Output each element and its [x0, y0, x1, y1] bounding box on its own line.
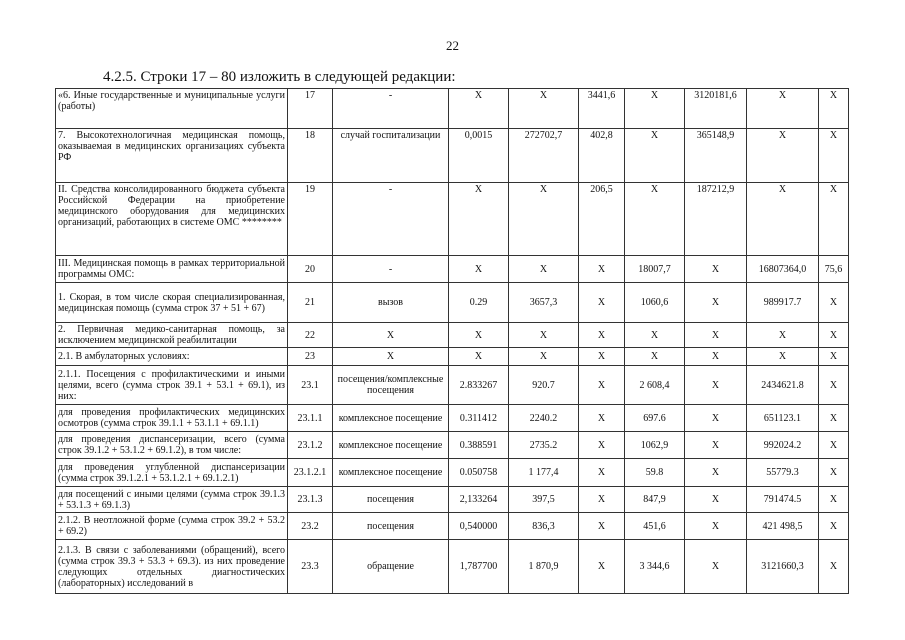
- cell-col-4: 0.050758: [449, 459, 509, 487]
- cell-col-10: X: [819, 129, 849, 183]
- cell-row-number: 23: [288, 348, 333, 366]
- cell-col-8: X: [685, 487, 747, 513]
- cell-col-8: X: [685, 405, 747, 432]
- cell-col-4: 0,0015: [449, 129, 509, 183]
- cell-col-10: X: [819, 459, 849, 487]
- cell-col-7: 1062,9: [625, 432, 685, 459]
- cell-col-4: X: [449, 256, 509, 283]
- cell-col-10: X: [819, 283, 849, 323]
- cell-col-9: 16807364,0: [747, 256, 819, 283]
- table-row: [56, 256, 849, 283]
- cell-row-number: 17: [288, 89, 333, 129]
- cell-col-9: 791474.5: [747, 487, 819, 513]
- cell-row-description: для проведения профилактических медицинских осмотров (сумма строк 39.1.1 + 53.1.1 + 69.1.1): [56, 405, 288, 432]
- cell-col-10: X: [819, 432, 849, 459]
- table-row: [56, 183, 849, 256]
- cell-unit: X: [333, 348, 449, 366]
- cell-col-6: X: [579, 283, 625, 323]
- cell-col-6: X: [579, 348, 625, 366]
- table-row: [56, 283, 849, 323]
- table-row: [56, 348, 849, 366]
- cell-col-6: X: [579, 487, 625, 513]
- cell-col-6: X: [579, 323, 625, 348]
- cell-unit: -: [333, 256, 449, 283]
- cell-col-5: X: [509, 256, 579, 283]
- cell-col-10: X: [819, 183, 849, 256]
- table-row: [56, 405, 849, 432]
- cell-col-4: X: [449, 348, 509, 366]
- cell-row-description: для посещений с иными целями (сумма строк 39.1.3 + 53.1.3 + 69.1.3): [56, 487, 288, 513]
- cell-row-number: 23.1.2.1: [288, 459, 333, 487]
- cell-col-9: 2434621.8: [747, 366, 819, 405]
- table-row: [56, 459, 849, 487]
- cell-col-6: X: [579, 513, 625, 540]
- cell-col-4: X: [449, 183, 509, 256]
- cell-col-5: 397,5: [509, 487, 579, 513]
- cell-col-7: 451,6: [625, 513, 685, 540]
- cell-col-7: 847,9: [625, 487, 685, 513]
- cell-col-4: 2.833267: [449, 366, 509, 405]
- cell-row-number: 23.1.3: [288, 487, 333, 513]
- section-heading: 4.2.5. Строки 17 – 80 изложить в следующей редакции:: [103, 69, 456, 85]
- cell-row-description: для проведения диспансеризации, всего (сумма строк 39.1.2 + 53.1.2 + 69.1.2), в том числе:: [56, 432, 288, 459]
- cell-col-10: X: [819, 513, 849, 540]
- cell-row-number: 23.2: [288, 513, 333, 540]
- cell-col-8: 3120181,6: [685, 89, 747, 129]
- cell-col-5: X: [509, 323, 579, 348]
- page-number: 22: [446, 38, 459, 53]
- cell-row-description: 2.1.2. В неотложной форме (сумма строк 39.2 + 53.2 + 69.2): [56, 513, 288, 540]
- cell-col-5: X: [509, 348, 579, 366]
- cell-row-description: 1. Скорая, в том числе скорая специализированная, медицинская помощь (сумма строк 37 + 51 + 67): [56, 283, 288, 323]
- cell-col-10: X: [819, 89, 849, 129]
- cell-col-9: 992024.2: [747, 432, 819, 459]
- cell-col-8: X: [685, 459, 747, 487]
- cell-row-number: 21: [288, 283, 333, 323]
- cell-col-10: X: [819, 348, 849, 366]
- cell-row-description: 2.1.3. В связи с заболеваниями (обращений), всего (сумма строк 39.3 + 53.3 + 69.3). из них проведение следующих отдельных диагностических (лабораторных) исследований в: [56, 540, 288, 594]
- cell-col-9: X: [747, 348, 819, 366]
- cell-unit: вызов: [333, 283, 449, 323]
- cell-col-8: X: [685, 283, 747, 323]
- cell-col-4: 0.388591: [449, 432, 509, 459]
- cell-row-number: 23.1.2: [288, 432, 333, 459]
- cell-col-8: X: [685, 540, 747, 594]
- cell-unit: посещения/комплексные посещения: [333, 366, 449, 405]
- cell-col-5: 1 177,4: [509, 459, 579, 487]
- cell-row-number: 18: [288, 129, 333, 183]
- cell-unit: -: [333, 89, 449, 129]
- cell-col-7: X: [625, 348, 685, 366]
- cell-col-9: X: [747, 323, 819, 348]
- cell-row-description: 7. Высокотехнологичная медицинская помощь, оказываемая в медицинских организациях субъекта РФ: [56, 129, 288, 183]
- cell-row-description: 2.1. В амбулаторных условиях:: [56, 348, 288, 366]
- cell-col-6: X: [579, 540, 625, 594]
- data-table: [55, 88, 849, 594]
- cell-row-number: 20: [288, 256, 333, 283]
- cell-row-number: 22: [288, 323, 333, 348]
- cell-row-number: 19: [288, 183, 333, 256]
- cell-col-7: X: [625, 183, 685, 256]
- cell-col-6: X: [579, 405, 625, 432]
- cell-unit: комплексное посещение: [333, 432, 449, 459]
- table-row: [56, 432, 849, 459]
- cell-col-4: 1,787700: [449, 540, 509, 594]
- cell-col-6: X: [579, 256, 625, 283]
- cell-col-4: 2,133264: [449, 487, 509, 513]
- cell-unit: комплексное посещение: [333, 459, 449, 487]
- cell-unit: -: [333, 183, 449, 256]
- cell-unit: X: [333, 323, 449, 348]
- table-row: [56, 487, 849, 513]
- cell-col-5: 836,3: [509, 513, 579, 540]
- cell-col-6: X: [579, 459, 625, 487]
- cell-col-10: X: [819, 487, 849, 513]
- cell-col-9: 421 498,5: [747, 513, 819, 540]
- cell-col-5: 1 870,9: [509, 540, 579, 594]
- cell-row-description: «6. Иные государственные и муниципальные услуги (работы): [56, 89, 288, 129]
- table-row: [56, 323, 849, 348]
- cell-col-6: 402,8: [579, 129, 625, 183]
- cell-row-description: II. Средства консолидированного бюджета субъекта Российской Федерации на приобретение медицинского оборудования для медицинских организаций, работающих в системе ОМС ********: [56, 183, 288, 256]
- cell-row-number: 23.1.1: [288, 405, 333, 432]
- cell-row-number: 23.3: [288, 540, 333, 594]
- cell-col-5: 272702,7: [509, 129, 579, 183]
- cell-unit: комплексное посещение: [333, 405, 449, 432]
- cell-col-6: X: [579, 432, 625, 459]
- table-row: [56, 540, 849, 594]
- cell-col-10: X: [819, 323, 849, 348]
- cell-col-5: 2735.2: [509, 432, 579, 459]
- cell-row-description: III. Медицинская помощь в рамках территориальной программы ОМС:: [56, 256, 288, 283]
- cell-col-9: 989917.7: [747, 283, 819, 323]
- cell-col-10: X: [819, 540, 849, 594]
- cell-col-8: 187212,9: [685, 183, 747, 256]
- cell-col-7: X: [625, 323, 685, 348]
- cell-col-9: X: [747, 129, 819, 183]
- cell-col-7: 18007,7: [625, 256, 685, 283]
- cell-unit: случай госпитализации: [333, 129, 449, 183]
- cell-col-7: 59.8: [625, 459, 685, 487]
- cell-col-6: X: [579, 366, 625, 405]
- cell-col-6: 206,5: [579, 183, 625, 256]
- cell-row-description: для проведения углубленной диспансеризации (сумма строк 39.1.2.1 + 53.1.2.1 + 69.1.2.1): [56, 459, 288, 487]
- cell-col-5: 3657,3: [509, 283, 579, 323]
- cell-col-8: X: [685, 366, 747, 405]
- cell-col-8: X: [685, 432, 747, 459]
- cell-col-10: 75,6: [819, 256, 849, 283]
- cell-row-number: 23.1: [288, 366, 333, 405]
- cell-col-4: X: [449, 89, 509, 129]
- cell-col-9: 651123.1: [747, 405, 819, 432]
- cell-col-6: 3441,6: [579, 89, 625, 129]
- cell-col-7: 697.6: [625, 405, 685, 432]
- cell-col-9: 3121660,3: [747, 540, 819, 594]
- cell-col-8: X: [685, 256, 747, 283]
- cell-col-7: 1060,6: [625, 283, 685, 323]
- cell-row-description: 2.1.1. Посещения с профилактическими и иными целями, всего (сумма строк 39.1 + 53.1 + 69.1), из них:: [56, 366, 288, 405]
- cell-row-description: 2. Первичная медико-санитарная помощь, за исключением медицинской реабилитации: [56, 323, 288, 348]
- cell-col-7: X: [625, 89, 685, 129]
- cell-col-5: 2240.2: [509, 405, 579, 432]
- cell-col-4: 0.311412: [449, 405, 509, 432]
- table-row: [56, 89, 849, 129]
- cell-col-5: X: [509, 183, 579, 256]
- cell-col-9: 55779.3: [747, 459, 819, 487]
- cell-col-4: X: [449, 323, 509, 348]
- cell-col-4: 0,540000: [449, 513, 509, 540]
- cell-col-9: X: [747, 183, 819, 256]
- cell-col-8: X: [685, 513, 747, 540]
- cell-col-5: 920.7: [509, 366, 579, 405]
- cell-col-7: X: [625, 129, 685, 183]
- cell-col-7: 2 608,4: [625, 366, 685, 405]
- table-row: [56, 366, 849, 405]
- cell-col-10: X: [819, 366, 849, 405]
- cell-unit: обращение: [333, 540, 449, 594]
- cell-col-8: X: [685, 323, 747, 348]
- cell-col-9: X: [747, 89, 819, 129]
- cell-col-7: 3 344,6: [625, 540, 685, 594]
- cell-unit: посещения: [333, 487, 449, 513]
- cell-col-4: 0.29: [449, 283, 509, 323]
- cell-col-10: X: [819, 405, 849, 432]
- cell-col-5: X: [509, 89, 579, 129]
- cell-unit: посещения: [333, 513, 449, 540]
- table-row: [56, 129, 849, 183]
- cell-col-8: X: [685, 348, 747, 366]
- table-row: [56, 513, 849, 540]
- cell-col-8: 365148,9: [685, 129, 747, 183]
